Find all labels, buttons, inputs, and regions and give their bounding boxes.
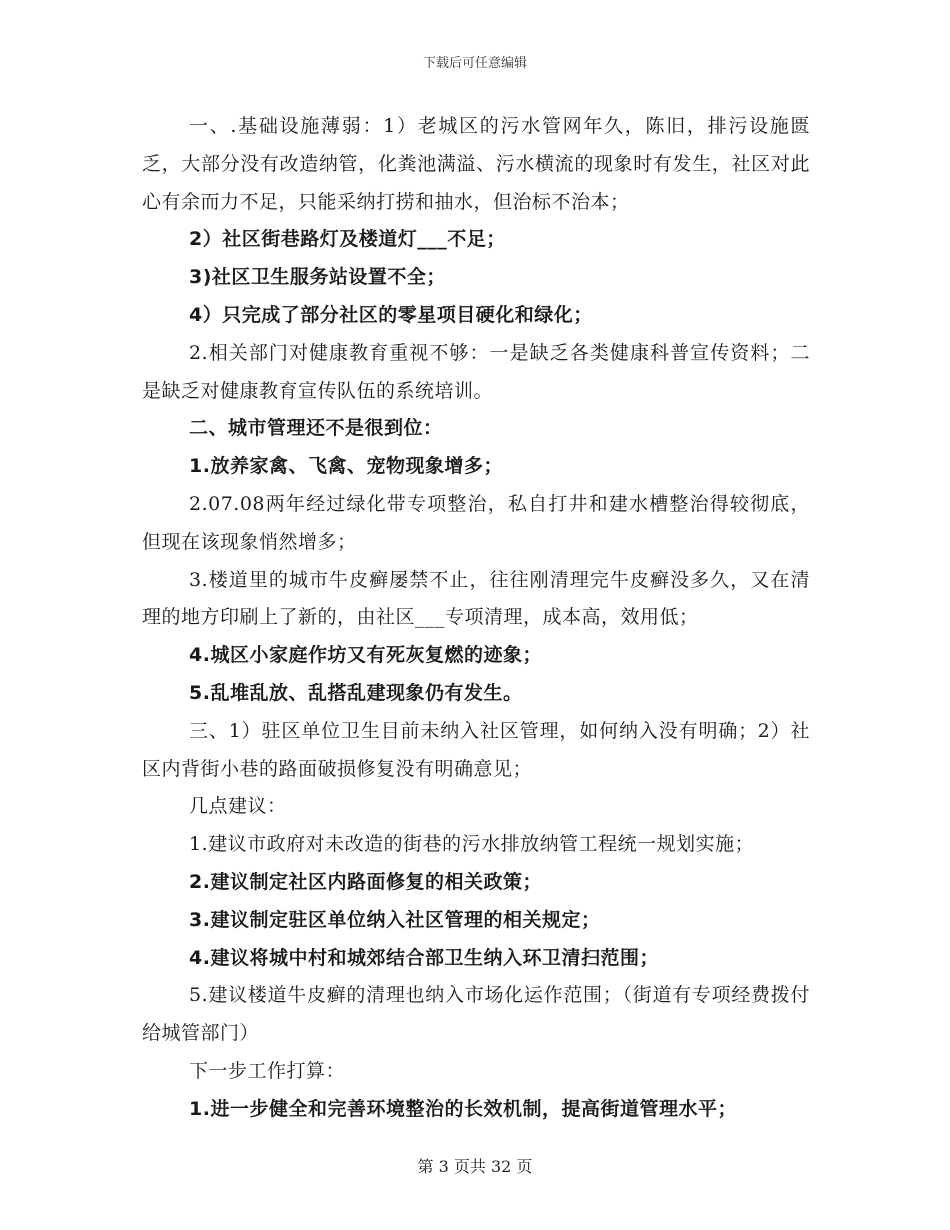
section-heading: 下一步工作打算： <box>189 1059 346 1082</box>
section-heading: 二、城市管理还不是很到位： <box>189 417 443 440</box>
paragraph: 三、1）驻区单位卫生目前未纳入社区管理，如何纳入没有明确；2）社区内背街小巷的路面破损修复没有明确意见； <box>142 719 810 780</box>
paragraph: 一、.基础设施薄弱：1）老城区的污水管网年久，陈旧，排污设施匮乏，大部分没有改造纳管，化粪池满溢、污水横流的现象时有发生，社区对此心有余而力不足，只能采纳打捞和抽水，但治标不治本； <box>142 115 810 213</box>
page-header: 下载后可任意编辑 <box>422 56 527 71</box>
paragraph: 2.07.08两年经过绿化带专项整治，私自打井和建水槽整治得较彻底，但现在该现象悄然增多； <box>142 492 810 553</box>
section-heading: 几点建议： <box>189 795 287 818</box>
paragraph: 2）社区街巷路灯及楼道灯___不足； <box>189 228 506 251</box>
page-footer: 第 3 页共 32 页 <box>417 1157 533 1176</box>
paragraph: 4.城区小家庭作坊又有死灰复燃的迹象； <box>189 644 542 667</box>
paragraph: 2.相关部门对健康教育重视不够：一是缺乏各类健康科普宣传资料；二是缺乏对健康教育宣传队伍的系统培训。 <box>142 341 810 402</box>
paragraph: 1.放养家禽、飞禽、宠物现象增多； <box>189 455 503 478</box>
paragraph: 5.乱堆乱放、乱搭乱建现象仍有发生。 <box>189 681 523 704</box>
paragraph: 3.建议制定驻区单位纳入社区管理的相关规定； <box>189 908 601 931</box>
paragraph: 2.建议制定社区内路面修复的相关政策； <box>189 870 542 893</box>
paragraph: 4.建议将城中村和城郊结合部卫生纳入环卫清扫范围； <box>189 946 659 969</box>
paragraph: 1.建议市政府对未改造的街巷的污水排放纳管工程统一规划实施； <box>189 833 755 856</box>
paragraph: 5.建议楼道牛皮癣的清理也纳入市场化运作范围；（街道有专项经费拨付给城管部门） <box>142 984 810 1045</box>
paragraph: 4）只完成了部分社区的零星项目硬化和绿化； <box>189 303 593 326</box>
paragraph: 1.进一步健全和完善环境整治的长效机制，提高街道管理水平； <box>189 1097 737 1120</box>
paragraph: 3)社区卫生服务站设置不全； <box>189 266 446 289</box>
document-body <box>142 108 810 1129</box>
paragraph: 3.楼道里的城市牛皮癣屡禁不止，往往刚清理完牛皮癣没多久，又在清理的地方印刷上了新的，由社区___专项清理，成本高，效用低； <box>142 568 810 629</box>
